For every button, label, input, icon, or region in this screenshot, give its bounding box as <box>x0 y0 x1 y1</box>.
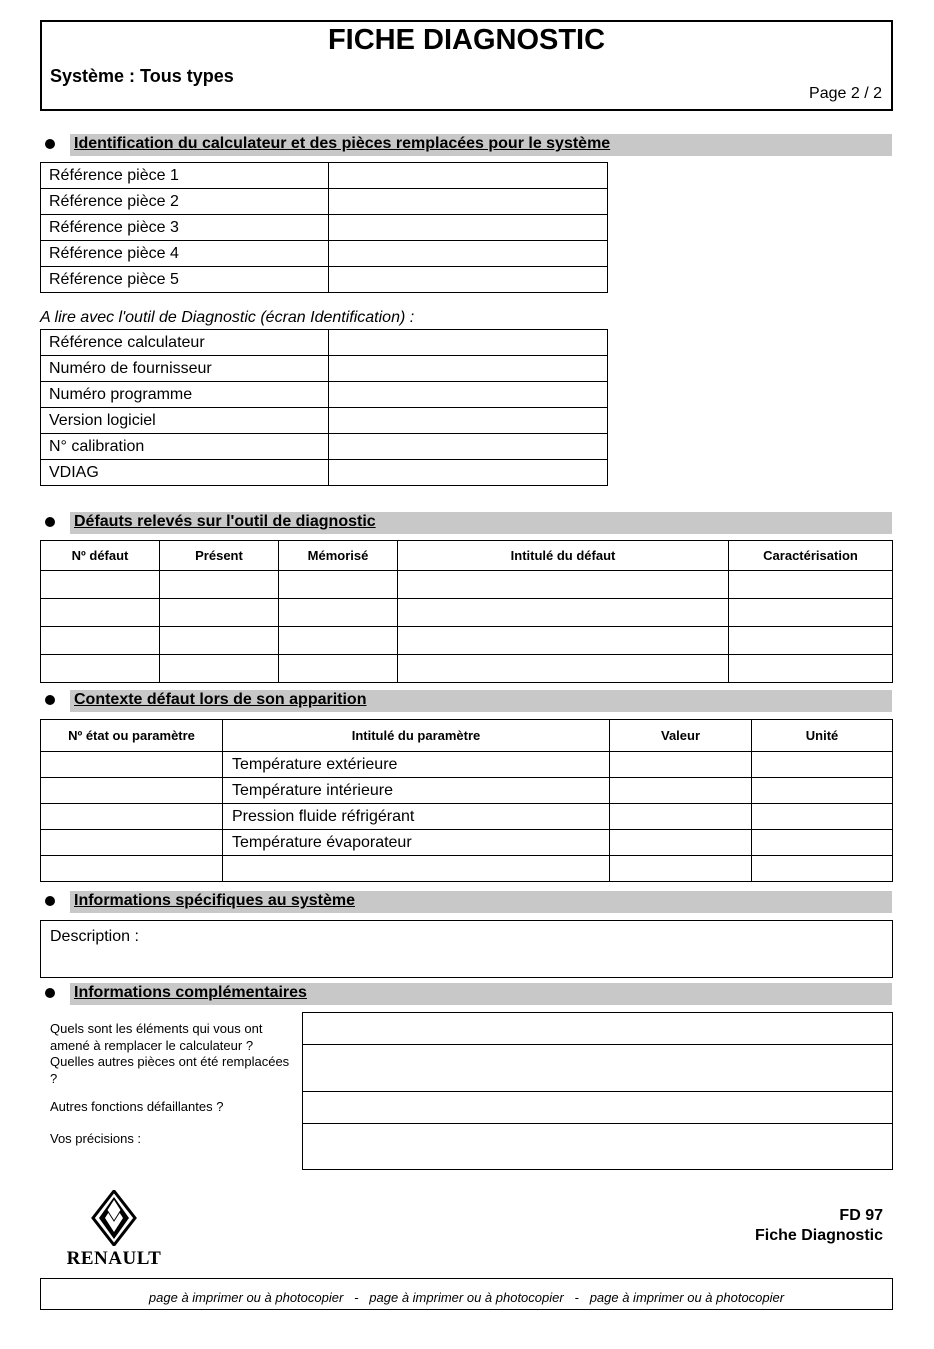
table-row <box>41 778 893 804</box>
section-title: Défauts relevés sur l'outil de diagnostic <box>74 513 376 530</box>
input-cell[interactable] <box>328 267 607 293</box>
answer-cell[interactable] <box>303 1045 893 1092</box>
input-cell[interactable] <box>610 804 752 830</box>
row-label: Numéro programme <box>41 382 329 408</box>
row-label: N° calibration <box>41 434 329 460</box>
answer-cell[interactable] <box>303 1013 893 1045</box>
table-row <box>41 163 608 189</box>
param-label: Température intérieure <box>223 778 610 804</box>
input-cell[interactable] <box>610 856 752 882</box>
renault-diamond-icon <box>62 1190 166 1246</box>
table-header-row <box>41 720 893 752</box>
bullet-icon <box>45 695 55 705</box>
row-label: Référence pièce 3 <box>41 215 329 241</box>
contexte-table <box>40 719 893 882</box>
row-label: VDIAG <box>41 460 329 486</box>
bullet-icon <box>45 139 55 149</box>
input-cell[interactable] <box>328 330 607 356</box>
question-1: Quels sont les éléments qui vous ont amené à remplacer le calculateur ? <box>50 1021 263 1053</box>
input-cell[interactable] <box>398 627 729 655</box>
input-cell[interactable] <box>41 627 160 655</box>
input-cell[interactable] <box>328 434 607 460</box>
input-cell[interactable] <box>328 382 607 408</box>
page-title: FICHE DIAGNOSTIC <box>327 24 606 56</box>
input-cell[interactable] <box>752 804 893 830</box>
bullet-icon <box>45 896 55 906</box>
param-label: Température évaporateur <box>223 830 610 856</box>
table-row <box>41 241 608 267</box>
table-row <box>41 267 608 293</box>
bullet-icon <box>45 988 55 998</box>
table-row <box>41 804 893 830</box>
input-cell[interactable] <box>160 571 279 599</box>
table-row <box>41 434 608 460</box>
input-cell[interactable] <box>610 752 752 778</box>
input-cell[interactable] <box>328 408 607 434</box>
row-label: Référence calculateur <box>41 330 329 356</box>
input-cell[interactable] <box>729 627 893 655</box>
input-cell[interactable] <box>610 778 752 804</box>
table-row <box>41 571 893 599</box>
param-label: Température extérieure <box>223 752 610 778</box>
table-row <box>41 460 608 486</box>
section-title: Identification du calculateur et des pièces remplacées pour le système <box>74 135 611 152</box>
input-cell[interactable] <box>328 189 607 215</box>
row-label: Numéro de fournisseur <box>41 356 329 382</box>
section-title: Informations spécifiques au système <box>74 892 355 909</box>
description-box[interactable] <box>40 920 893 978</box>
column-header: Mémorisé <box>279 541 398 571</box>
param-label: Pression fluide réfrigérant <box>223 804 610 830</box>
calculateur-table <box>40 329 608 486</box>
document-code: FD 97 <box>839 1207 883 1224</box>
input-cell[interactable] <box>41 830 223 856</box>
input-cell[interactable] <box>328 163 607 189</box>
column-header: Valeur <box>610 720 752 752</box>
input-cell[interactable] <box>279 627 398 655</box>
input-cell[interactable] <box>279 599 398 627</box>
table-row <box>41 356 608 382</box>
table-row <box>41 330 608 356</box>
input-cell[interactable] <box>398 655 729 683</box>
input-cell[interactable] <box>279 571 398 599</box>
row-label: Référence pièce 2 <box>41 189 329 215</box>
column-header: Intitulé du défaut <box>398 541 729 571</box>
table-row <box>41 752 893 778</box>
table-row <box>303 1124 893 1170</box>
input-cell[interactable] <box>160 655 279 683</box>
table-header-row <box>41 541 893 571</box>
column-header: Nº état ou paramètre <box>41 720 223 752</box>
input-cell[interactable] <box>41 804 223 830</box>
input-cell[interactable] <box>160 599 279 627</box>
input-cell[interactable] <box>398 599 729 627</box>
table-row <box>41 189 608 215</box>
column-header: Nº défaut <box>41 541 160 571</box>
table-row <box>41 830 893 856</box>
complementaires-table <box>302 1012 893 1170</box>
question-2: Quelles autres pièces ont été remplacées ? <box>50 1054 290 1086</box>
table-row <box>41 599 893 627</box>
input-cell[interactable] <box>41 856 223 882</box>
input-cell[interactable] <box>328 356 607 382</box>
row-label: Référence pièce 5 <box>41 267 329 293</box>
table-row <box>41 627 893 655</box>
input-cell[interactable] <box>41 571 160 599</box>
print-note-box <box>40 1278 893 1310</box>
input-cell[interactable] <box>328 215 607 241</box>
section-title: Contexte défaut lors de son apparition <box>74 691 367 708</box>
input-cell[interactable] <box>752 830 893 856</box>
input-cell[interactable] <box>41 752 223 778</box>
section-title: Informations complémentaires <box>74 984 307 1001</box>
input-cell[interactable] <box>41 655 160 683</box>
row-label: Version logiciel <box>41 408 329 434</box>
table-row <box>41 382 608 408</box>
column-header: Présent <box>160 541 279 571</box>
question-4: Vos précisions : <box>50 1131 142 1146</box>
table-row <box>41 655 893 683</box>
input-cell[interactable] <box>398 571 729 599</box>
answer-cell[interactable] <box>303 1124 893 1170</box>
table-row <box>41 215 608 241</box>
input-cell[interactable] <box>729 571 893 599</box>
row-label: Référence pièce 1 <box>41 163 329 189</box>
question-3: Autres fonctions défaillantes ? <box>50 1099 224 1114</box>
row-label: Référence pièce 4 <box>41 241 329 267</box>
input-cell[interactable] <box>279 655 398 683</box>
input-cell[interactable] <box>610 830 752 856</box>
column-header: Caractérisation <box>729 541 893 571</box>
page-number: Page 2 / 2 <box>809 85 882 102</box>
input-cell[interactable] <box>729 599 893 627</box>
header-box <box>40 20 893 111</box>
bullet-icon <box>45 517 55 527</box>
table-row <box>303 1013 893 1045</box>
system-label: Système : Tous types <box>50 66 234 86</box>
input-cell[interactable] <box>160 627 279 655</box>
input-cell[interactable] <box>752 856 893 882</box>
print-note: page à imprimer ou à photocopier - page à imprimer ou à photocopier - page à imprimer ou à photocopier <box>148 1290 785 1305</box>
input-cell[interactable] <box>328 241 607 267</box>
input-cell[interactable] <box>752 752 893 778</box>
pieces-table <box>40 162 608 293</box>
input-cell[interactable] <box>729 655 893 683</box>
answer-cell[interactable] <box>303 1092 893 1124</box>
table-row <box>41 856 893 882</box>
outil-note: A lire avec l'outil de Diagnostic (écran Identification) : <box>40 309 415 326</box>
renault-logo <box>62 1190 166 1270</box>
input-cell[interactable] <box>41 778 223 804</box>
input-cell[interactable] <box>328 460 607 486</box>
input-cell[interactable] <box>41 599 160 627</box>
description-label: Description : <box>50 928 139 945</box>
table-row <box>41 408 608 434</box>
document-name: Fiche Diagnostic <box>754 1227 883 1244</box>
logo-text: RENAULT <box>66 1248 162 1269</box>
table-row <box>303 1092 893 1124</box>
column-header: Intitulé du paramètre <box>223 720 610 752</box>
input-cell[interactable] <box>752 778 893 804</box>
param-label[interactable] <box>223 856 610 882</box>
defauts-table <box>40 540 893 683</box>
table-row <box>303 1045 893 1092</box>
column-header: Unité <box>752 720 893 752</box>
